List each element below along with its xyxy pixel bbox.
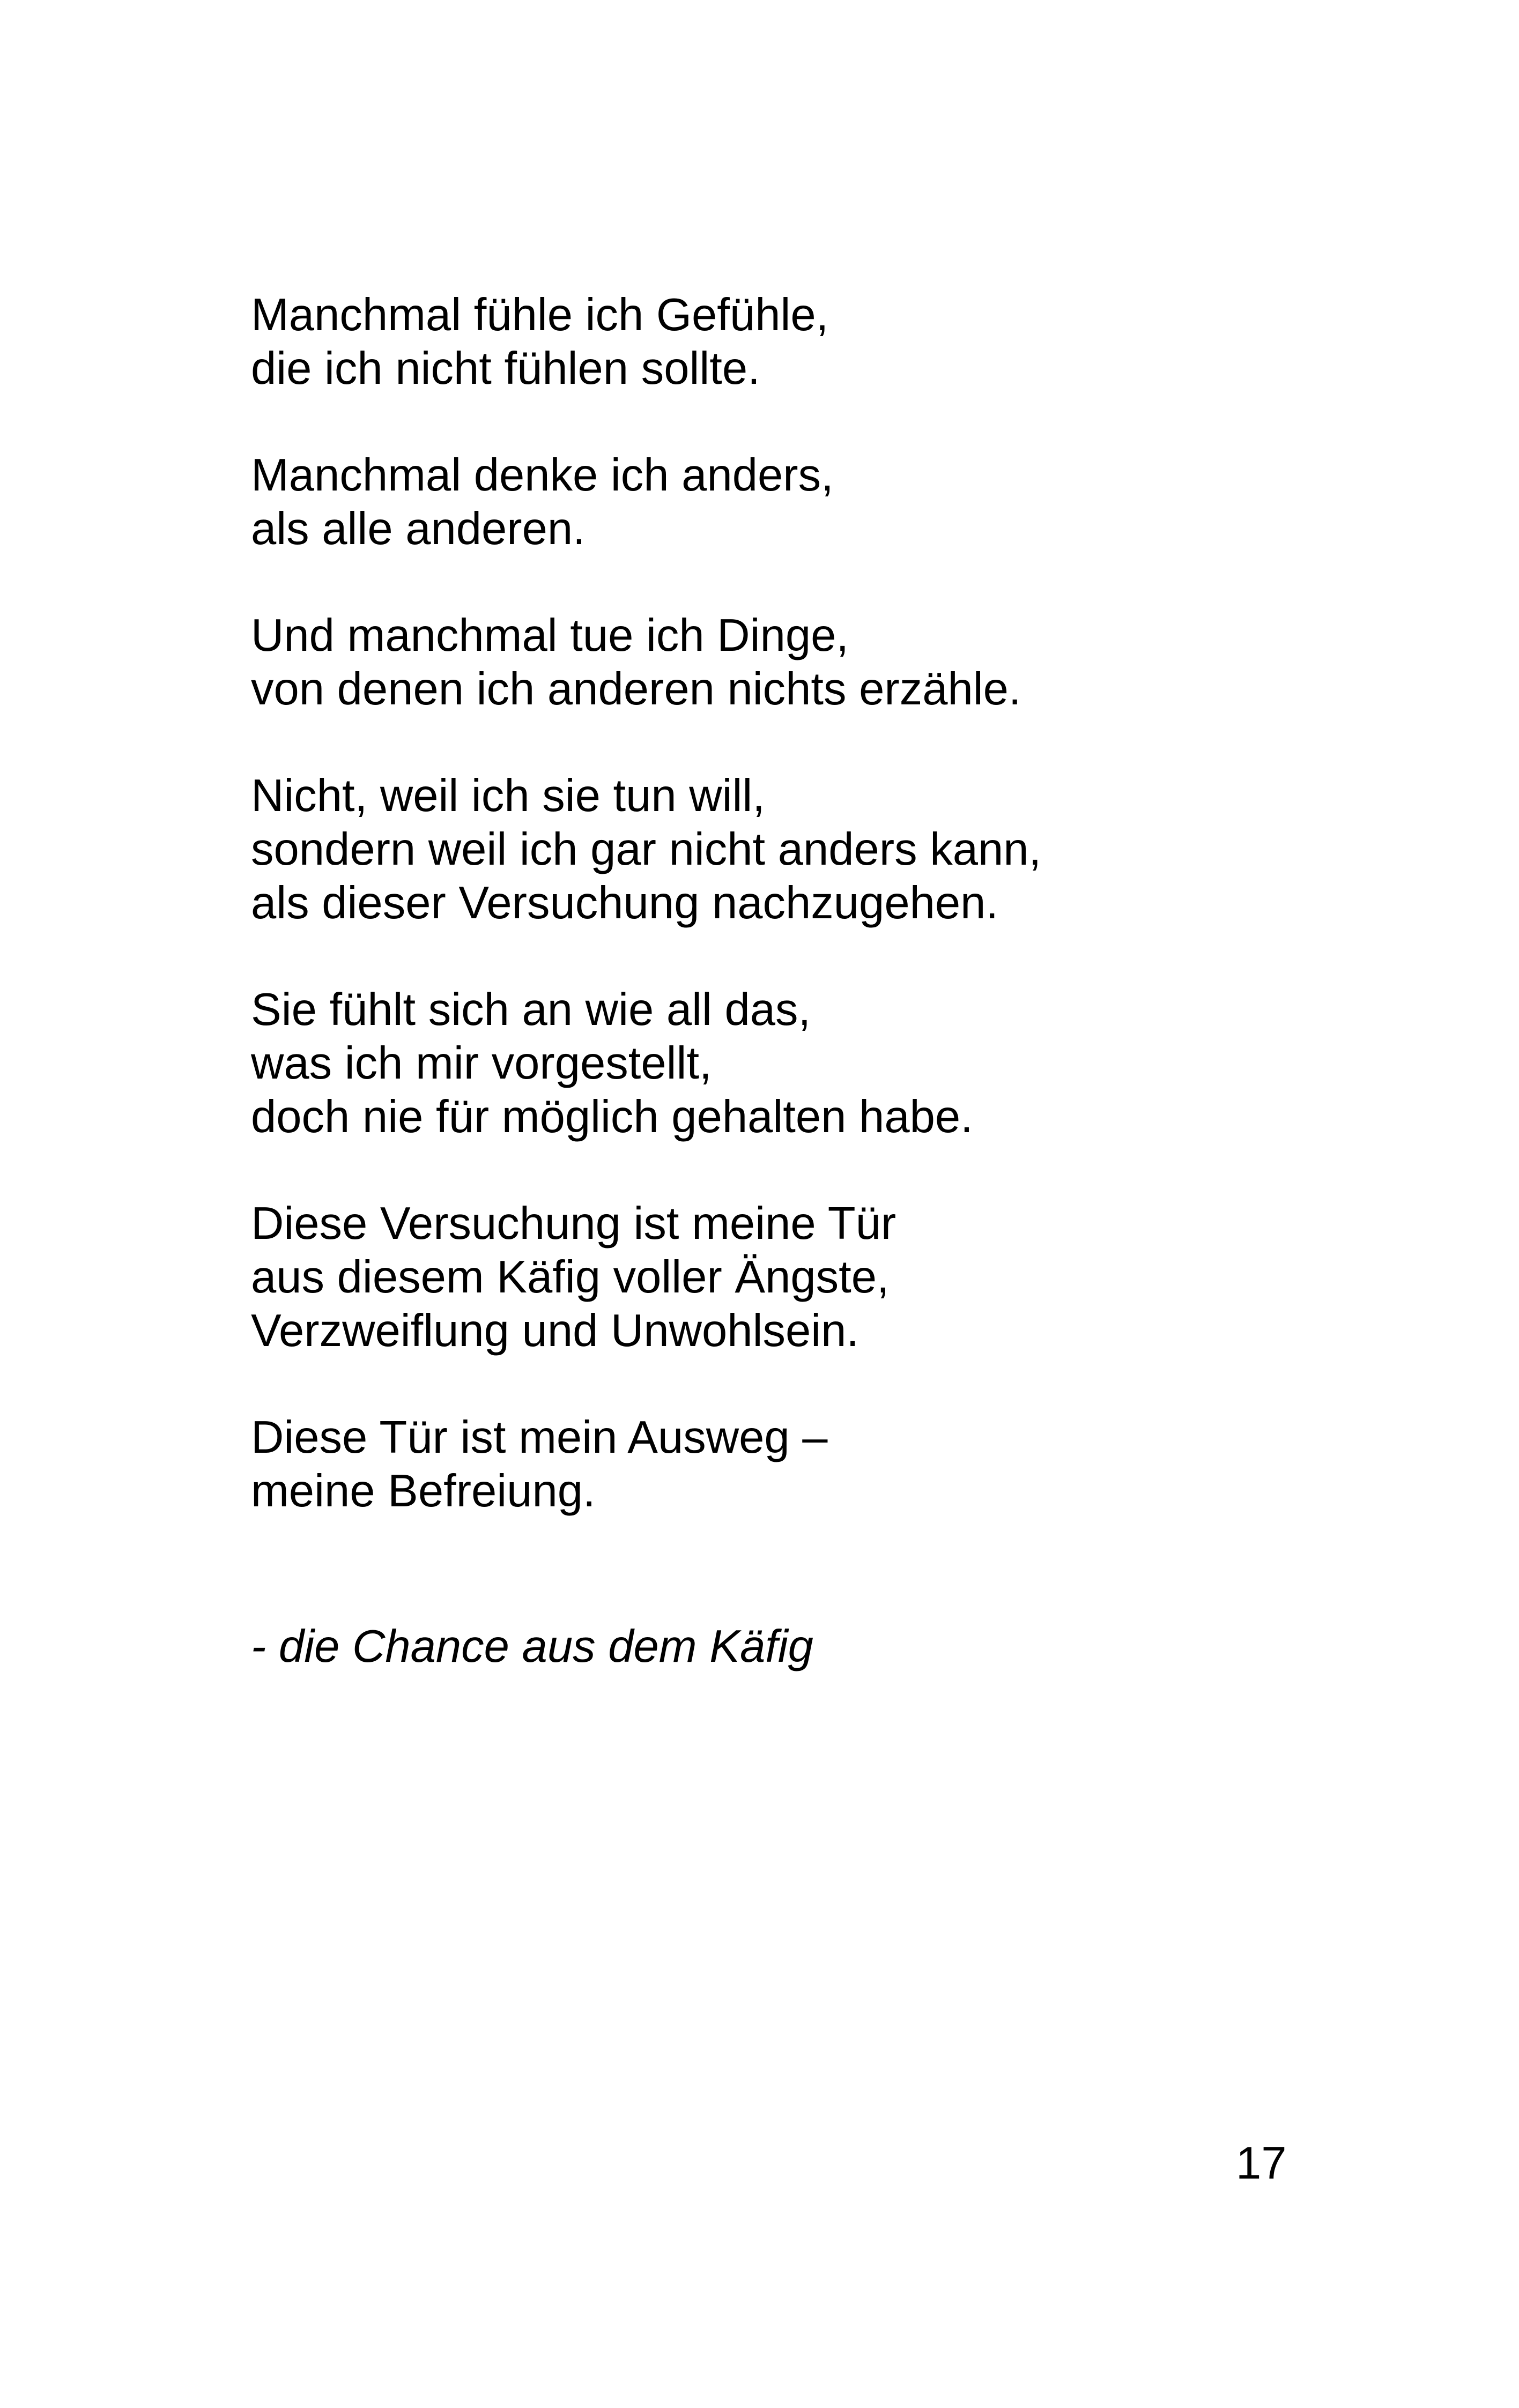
poem-line: Verzweiflung und Unwohlsein. [251, 1305, 859, 1356]
stanza-6 [251, 1197, 1377, 1358]
poem-line: Diese Tür ist mein Ausweg – [251, 1412, 828, 1463]
stanza-7 [251, 1411, 1377, 1518]
poem-line: als dieser Versuchung nachzugehen. [251, 878, 999, 928]
poem-line: Manchmal fühle ich Gefühle, [251, 289, 829, 340]
stanza-1 [251, 288, 1377, 396]
poem-line: die ich nicht fühlen sollte. [251, 343, 760, 394]
poem-line: meine Befreiung. [251, 1466, 596, 1517]
poem-line: was ich mir vorgestellt, [251, 1038, 712, 1089]
poem-line: Manchmal denke ich anders, [251, 450, 834, 501]
stanza-5 [251, 983, 1377, 1144]
stanza-3 [251, 609, 1377, 716]
stanza-2 [251, 449, 1377, 556]
poem [251, 288, 1377, 1571]
poem-line: Und manchmal tue ich Dinge, [251, 610, 849, 661]
poem-line: sondern weil ich gar nicht anders kann, [251, 824, 1042, 875]
poem-line: Diese Versuchung ist meine Tür [251, 1198, 896, 1249]
poem-line: als alle anderen. [251, 503, 586, 554]
poem-line: doch nie für möglich gehalten habe. [251, 1091, 973, 1142]
poem-signature: - die Chance aus dem Käfig [251, 1621, 813, 1672]
stanza-4 [251, 769, 1377, 930]
poem-line: aus diesem Käfig voller Ängste, [251, 1252, 890, 1303]
poem-line: von denen ich anderen nichts erzähle. [251, 664, 1021, 715]
poem-line: Sie fühlt sich an wie all das, [251, 984, 811, 1035]
page-number: 17 [1236, 2138, 1287, 2189]
poem-line: Nicht, weil ich sie tun will, [251, 770, 765, 821]
